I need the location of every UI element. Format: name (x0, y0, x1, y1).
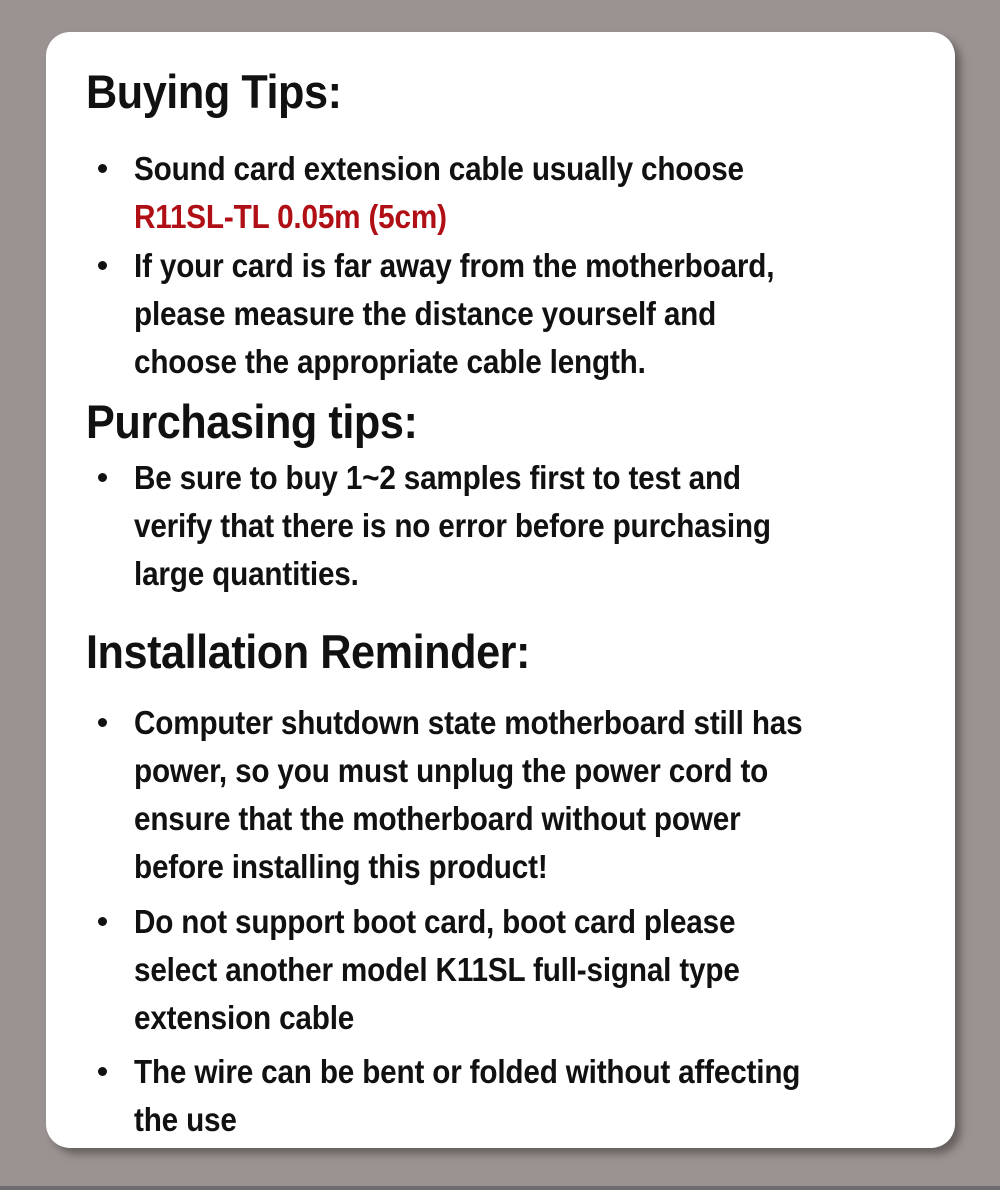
bullet-icon (98, 718, 107, 727)
install-tip-3-line-1: The wire can be bent or folded without affecting (134, 1053, 801, 1090)
buying-tip-2-line-2: please measure the distance yourself and (134, 295, 717, 332)
purchasing-tip-line-2: verify that there is no error before purchasing (134, 507, 771, 544)
cable-model-highlight: R11SL-TL 0.05m (5cm) (134, 198, 447, 235)
bullet-icon (98, 261, 107, 270)
bottom-strip (0, 1186, 1000, 1190)
buying-tip-1-line-1: Sound card extension cable usually choose (134, 150, 744, 187)
buying-tip-2-line-1: If your card is far away from the motherboard, (134, 247, 775, 284)
install-tip-1-line-2: power, so you must unplug the power cord to (134, 752, 769, 789)
install-tip-2-line-3: extension cable (134, 999, 355, 1036)
install-tip-3-line-2: the use (134, 1101, 237, 1138)
bullet-icon (98, 164, 107, 173)
install-tip-1-line-1: Computer shutdown state motherboard still has (134, 704, 803, 741)
install-tip-2-line-2: select another model K11SL full-signal type (134, 951, 740, 988)
bullet-icon (98, 473, 107, 482)
installation-reminder-heading: Installation Reminder: (86, 625, 530, 678)
purchasing-tips-heading: Purchasing tips: (86, 395, 418, 448)
purchasing-tip-line-3: large quantities. (134, 555, 359, 592)
install-tip-1-line-4: before installing this product! (134, 848, 548, 885)
bullet-icon (98, 917, 107, 926)
buying-tips-heading: Buying Tips: (86, 65, 342, 118)
install-tip-2-line-1: Do not support boot card, boot card please (134, 903, 736, 940)
purchasing-tip-line-1: Be sure to buy 1~2 samples first to test and (134, 459, 741, 496)
buying-tip-2-line-3: choose the appropriate cable length. (134, 343, 646, 380)
bullet-icon (98, 1067, 107, 1076)
install-tip-1-line-3: ensure that the motherboard without power (134, 800, 741, 837)
